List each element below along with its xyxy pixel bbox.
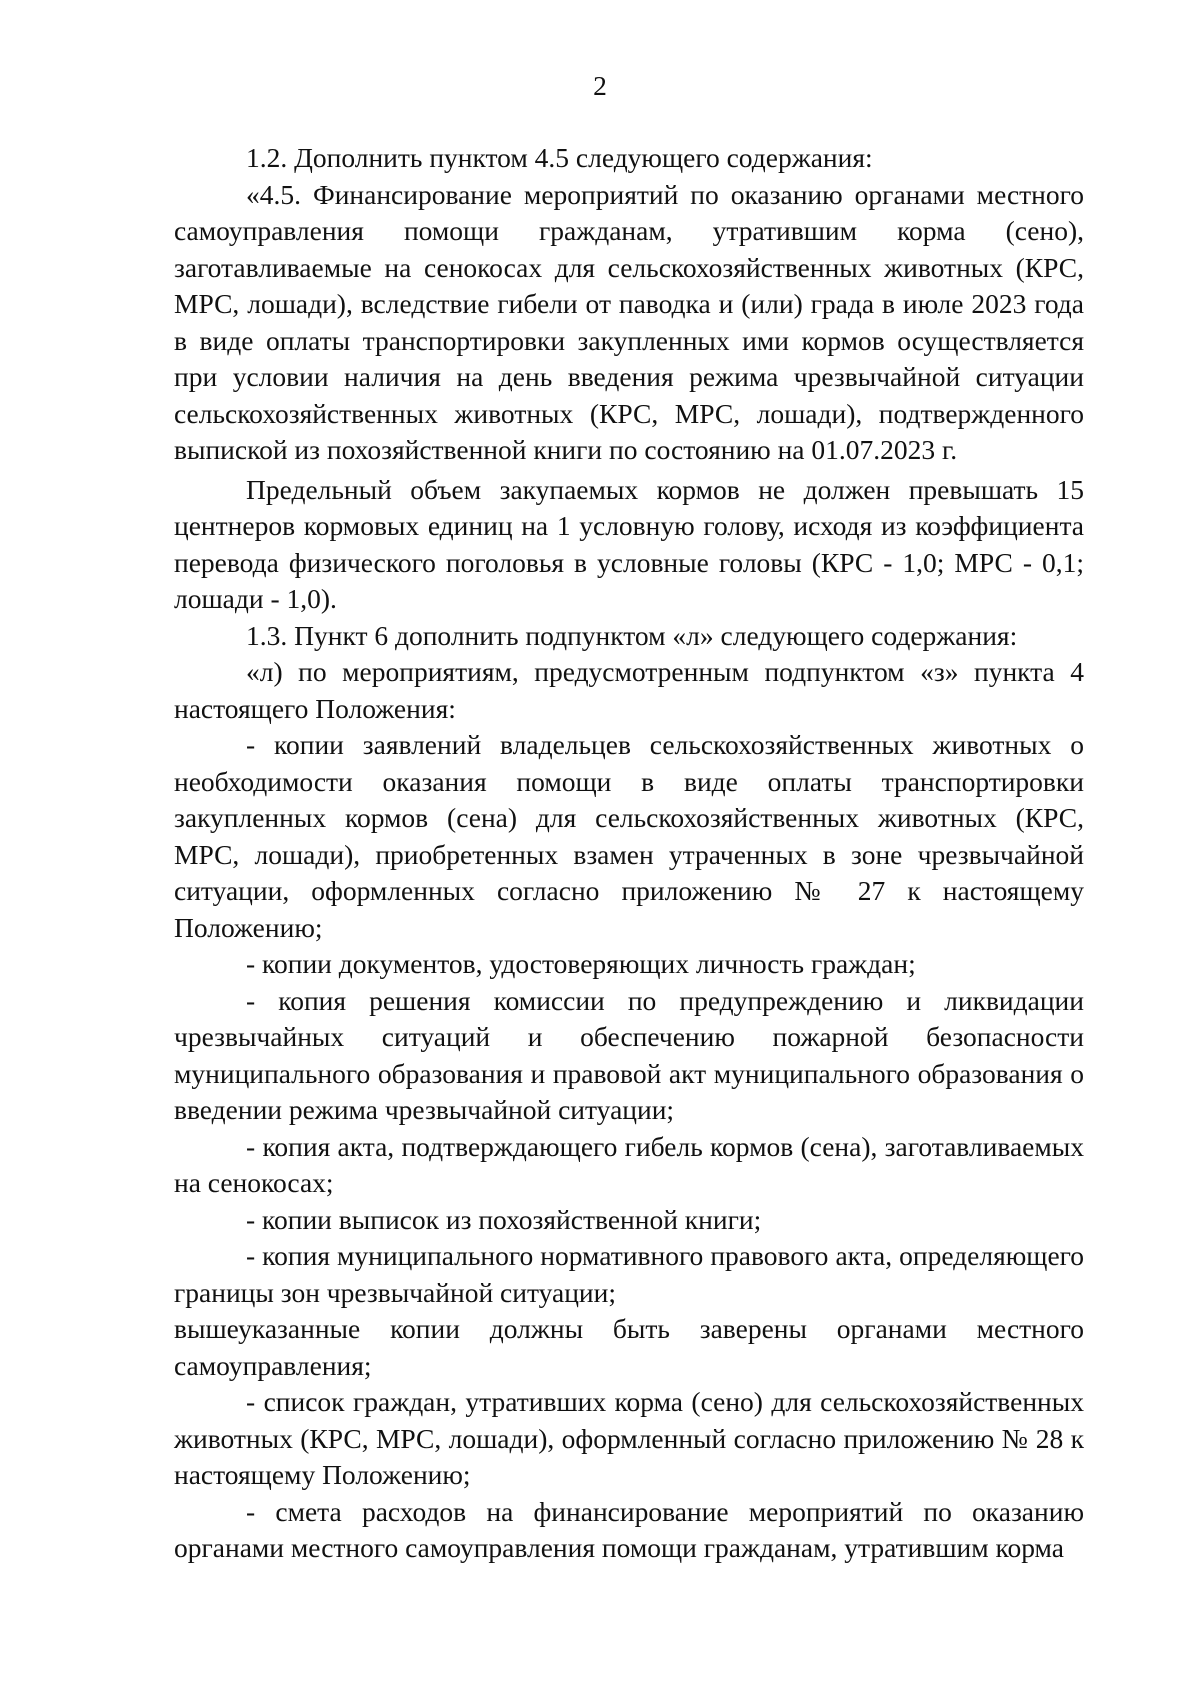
- paragraph-1-2: 1.2. Дополнить пунктом 4.5 следующего содержания:: [246, 142, 873, 173]
- page-number: 2: [593, 70, 607, 101]
- document-body: [174, 140, 1084, 1567]
- paragraph-4-5: «4.5. Финансирование мероприятий по оказанию органами местного самоуправления помощи гражданам, утратившим корма (сено), заготавливаемые на сенокосах для сельскохозяйственных животных (КРС, МРС, лошади), вследствие гибели от паводка и (или) града в июле 2023 года в виде оплаты транспортировки закупленных ими кормов осуществляется при условии наличия на день введения режима чрезвычайной ситуации сельскохозяйственных животных (КРС, МРС, лошади), подтвержденного выпиской из похозяйственной книги по состоянию на 01.07.2023 г.: [174, 178, 1084, 465]
- paragraph-subitem-l: «л) по мероприятиям, предусмотренным подпунктом «з» пункта 4 настоящего Положения:: [174, 656, 1084, 724]
- list-item-citizen-list: - список граждан, утративших корма (сено) для сельскохозяйственных животных (КРС, МРС, лошади), оформленный согласно приложению № 28 к настоящему Положению;: [174, 1386, 1084, 1490]
- paragraph-feed-limit: Предельный объем закупаемых кормов не должен превышать 15 центнеров кормовых единиц на 1 условную голову, исходя из коэффициента перевода физического поголовья в условные головы (КРС - 1,0; МРС - 0,1; лошади - 1,0).: [174, 473, 1084, 614]
- list-item-loss-act: - копия акта, подтверждающего гибель кормов (сена), заготавливаемых на сенокосах;: [174, 1130, 1084, 1198]
- paragraph-1-3: 1.3. Пункт 6 дополнить подпунктом «л» следующего содержания:: [246, 619, 1018, 651]
- list-item-municipal-act: - копия муниципального нормативного правового акта, определяющего границы зон чрезвычайной ситуации;: [174, 1240, 1084, 1308]
- list-item-identity-documents: - копии документов, удостоверяющих личность граждан;: [246, 948, 916, 979]
- list-item-cost-estimate: - смета расходов на финансирование мероприятий по оказанию органами местного самоуправления помощи гражданам, утратившим корма: [174, 1495, 1084, 1563]
- list-item-commission-decision: - копия решения комиссии по предупреждению и ликвидации чрезвычайных ситуаций и обеспечению пожарной безопасности муниципального образования и правовой акт муниципального образования о введении режима чрезвычайной ситуации;: [174, 984, 1084, 1125]
- paragraph-certification-note: вышеуказанные копии должны быть заверены органами местного самоуправления;: [174, 1313, 1084, 1381]
- list-item-household-book-extracts: - копии выписок из похозяйственной книги;: [246, 1203, 762, 1235]
- list-item-applications: - копии заявлений владельцев сельскохозяйственных животных о необходимости оказания помощи в виде оплаты транспортировки закупленных кормов (сена) для сельскохозяйственных животных (КРС, МРС, лошади), приобретенных взамен утраченных в зоне чрезвычайной ситуации, оформленных согласно приложению № 27 к настоящему Положению;: [174, 729, 1084, 943]
